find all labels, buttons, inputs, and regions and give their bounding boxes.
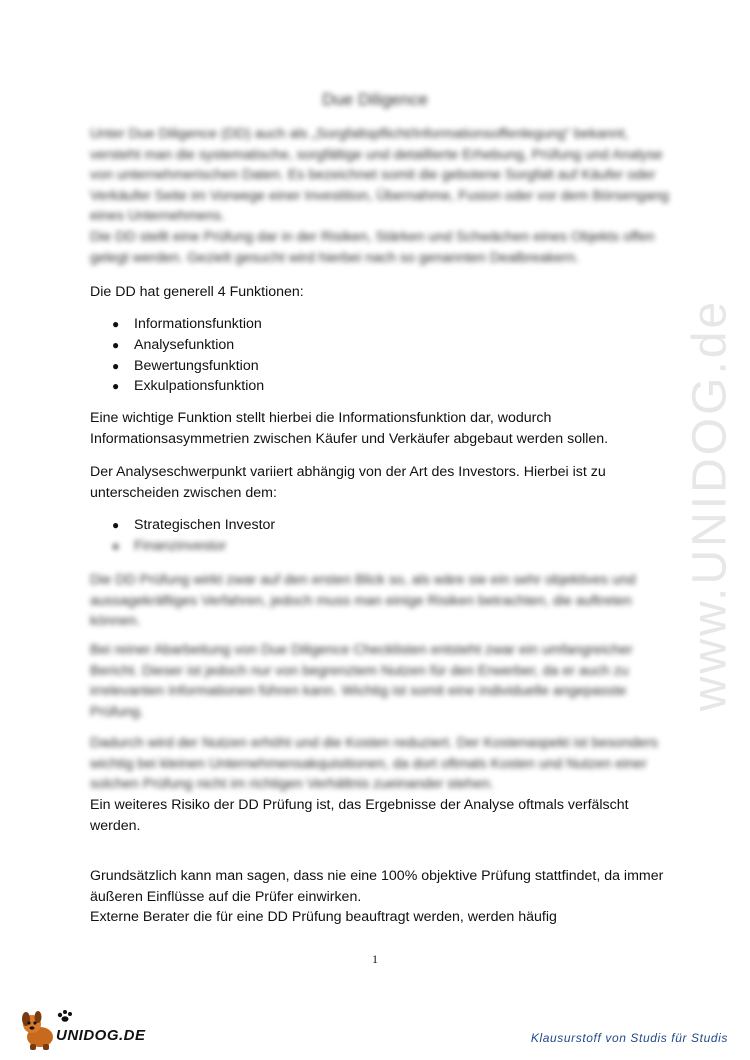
list-item: ● Strategischen Investor: [112, 515, 275, 536]
intro-text-2: Die DD stellt eine Prüfung dar in der Risiken, Stärken und Schwächen eines Objekts offen gelegt werden. Gezielt gesucht wird hierbei nach so genannten Dealbreakern.: [90, 228, 655, 266]
info-function-paragraph: Eine wichtige Funktion stellt hierbei die Informationsfunktion dar, wodurch Informationsasymmetrien zwischen Käufer und Verkäufer abgebaut werden sollen.: [90, 410, 609, 447]
functions-intro: Die DD hat generell 4 Funktionen:: [90, 284, 304, 300]
objective-text-2: Externe Berater die für eine DD Prüfung beauftragt werden, werden häufig: [90, 909, 557, 926]
list-item: ● Finanzinvestor: [112, 536, 275, 557]
bullet-icon: ●: [112, 337, 120, 352]
bullet-icon: ●: [112, 538, 120, 553]
analysis-focus-paragraph: Der Analyseschwerpunkt variiert abhängig von der Art des Investors. Hierbei ist zu unterscheiden zwischen dem:: [90, 464, 606, 501]
blurred-paragraph-2: Bei reiner Abarbeitung von Due Diligence Checklisten entsteht zwar ein umfangreicher Bericht. Dieser ist jedoch nur von begrenztem Nutzen für den Erwerber, da er auch zu irrelevanten Informationen führen kann. Wichtig ist somit eine individuelle angepasste Prüfung.: [90, 642, 633, 720]
list-item: ● Exkulpationsfunktion: [112, 376, 264, 397]
footer-tagline: Klausurstoff von Studis für Studis: [530, 1031, 728, 1045]
list-item: ● Bewertungsfunktion: [112, 356, 264, 377]
investors-list: [112, 515, 275, 557]
page-number: 1: [372, 952, 378, 966]
intro-text: Unter Due Diligence (DD) auch als „Sorgfaltspflicht/Informationsoffenlegung“ bekannt, versteht man die systematische, sorgfältige und detaillierte Erhebung, Prüfung und Analyse von unternehmerischen Daten. Es bezeichnet somit die gebotene Sorgfalt auf Käufer oder Verkäufer Seite im Vorwege einer Investition, Übernahme, Fusion oder vor dem Börsengang eines Unternehmens.: [90, 126, 669, 225]
document-title: Due Diligence: [322, 90, 428, 109]
bullet-icon: ●: [112, 379, 120, 394]
objective-paragraph: [90, 866, 670, 928]
blurred-paragraph-1: Die DD Prüfung wirkt zwar auf den ersten Blick so, als wäre sie ein sehr objektives und aussagekräftiges Verfahren, jedoch muss man einige Risiken betrachten, die auftreten können.: [90, 572, 636, 630]
bullet-icon: ●: [112, 317, 120, 331]
bullet-icon: ●: [112, 358, 120, 373]
bullet-icon: ●: [112, 518, 120, 532]
objective-text: Grundsätzlich kann man sagen, dass nie eine 100% objektive Prüfung stattfindet, da immer äußeren Einflüsse auf die Prüfer einwirken.: [90, 868, 664, 905]
risk-paragraph: Ein weiteres Risiko der DD Prüfung ist, das Ergebnisse der Analyse oftmals verfälscht werden.: [90, 797, 629, 834]
list-item: ● Informationsfunktion: [112, 314, 264, 335]
list-item: ● Analysefunktion: [112, 335, 264, 356]
functions-list: [112, 314, 264, 397]
intro-paragraph: [90, 124, 670, 268]
blurred-paragraph-3: Dadurch wird der Nutzen erhöht und die Kosten reduziert. Der Kostenaspekt ist besonders wichtig bei kleinen Unternehmensakquisitionen, da dort oftmals Kosten und Nutzen einer solchen Prüfung nicht im richtigen Verhältnis zueinander stehen.: [90, 735, 658, 793]
logo-text[interactable]: UNIDOG.DE: [56, 1027, 146, 1044]
watermark: www.UNIDOG.de: [683, 298, 737, 712]
